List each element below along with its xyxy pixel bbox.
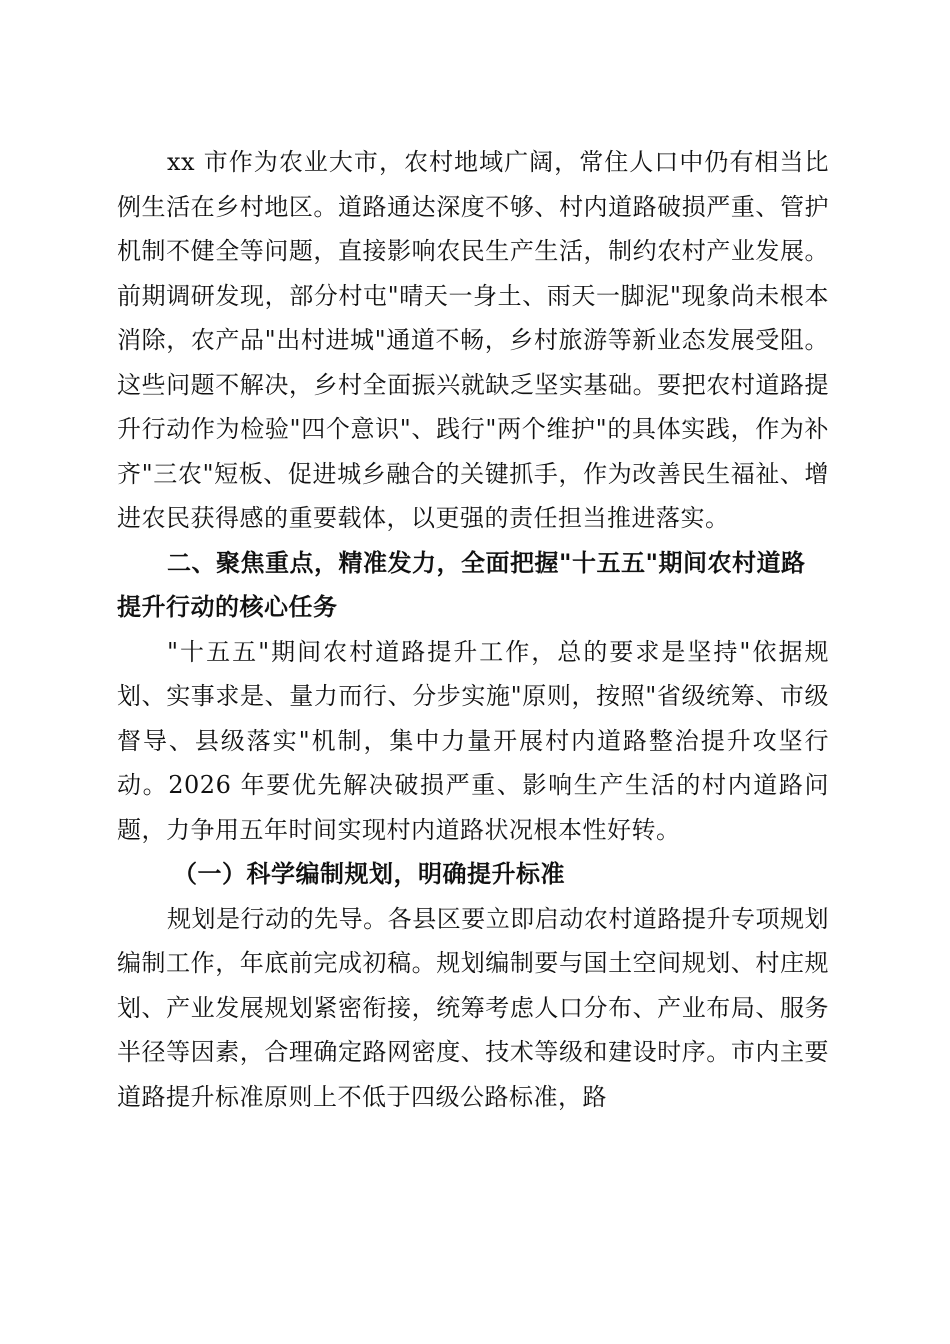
paragraph-intro: xx 市作为农业大市，农村地域广阔，常住人口中仍有相当比例生活在乡村地区。道路通达深度不够、村内道路破损严重、管护机制不健全等问题，直接影响农民生产生活，制约农村产业发展。前期调研发现，部分村屯"晴天一身土、雨天一脚泥"现象尚未根本消除，农产品"出村进城"通道不畅，乡村旅游等新业态发展受阻。这些问题不解决，乡村全面振兴就缺乏坚实基础。要把农村道路提升行动作为检验"四个意识"、践行"两个维护"的具体实践，作为补齐"三农"短板、促进城乡融合的关键抓手，作为改善民生福祉、增进农民获得感的重要载体，以更强的责任担当推进落实。	[117, 148, 829, 532]
document-body	[117, 140, 829, 1119]
section-heading-2: 二、聚焦重点，精准发力，全面把握"十五五"期间农村道路提升行动的核心任务	[117, 548, 806, 621]
subsection-heading-1: （一）科学编制规划，明确提升标准	[173, 859, 565, 888]
paragraph-requirements: "十五五"期间农村道路提升工作，总的要求是坚持"依据规划、实事求是、量力而行、分步实施"原则，按照"省级统筹、市级督导、县级落实"机制，集中力量开展村内道路整治提升攻坚行动。2026 年要优先解决破损严重、影响生产生活的村内道路问题，力争用五年时间实现村内道路状况根本性好转。	[117, 637, 829, 844]
paragraph-planning: 规划是行动的先导。各县区要立即启动农村道路提升专项规划编制工作，年底前完成初稿。规划编制要与国土空间规划、村庄规划、产业发展规划紧密衔接，统筹考虑人口分布、产业布局、服务半径等因素，合理确定路网密度、技术等级和建设时序。市内主要道路提升标准原则上不低于四级公路标准，路	[117, 904, 829, 1111]
